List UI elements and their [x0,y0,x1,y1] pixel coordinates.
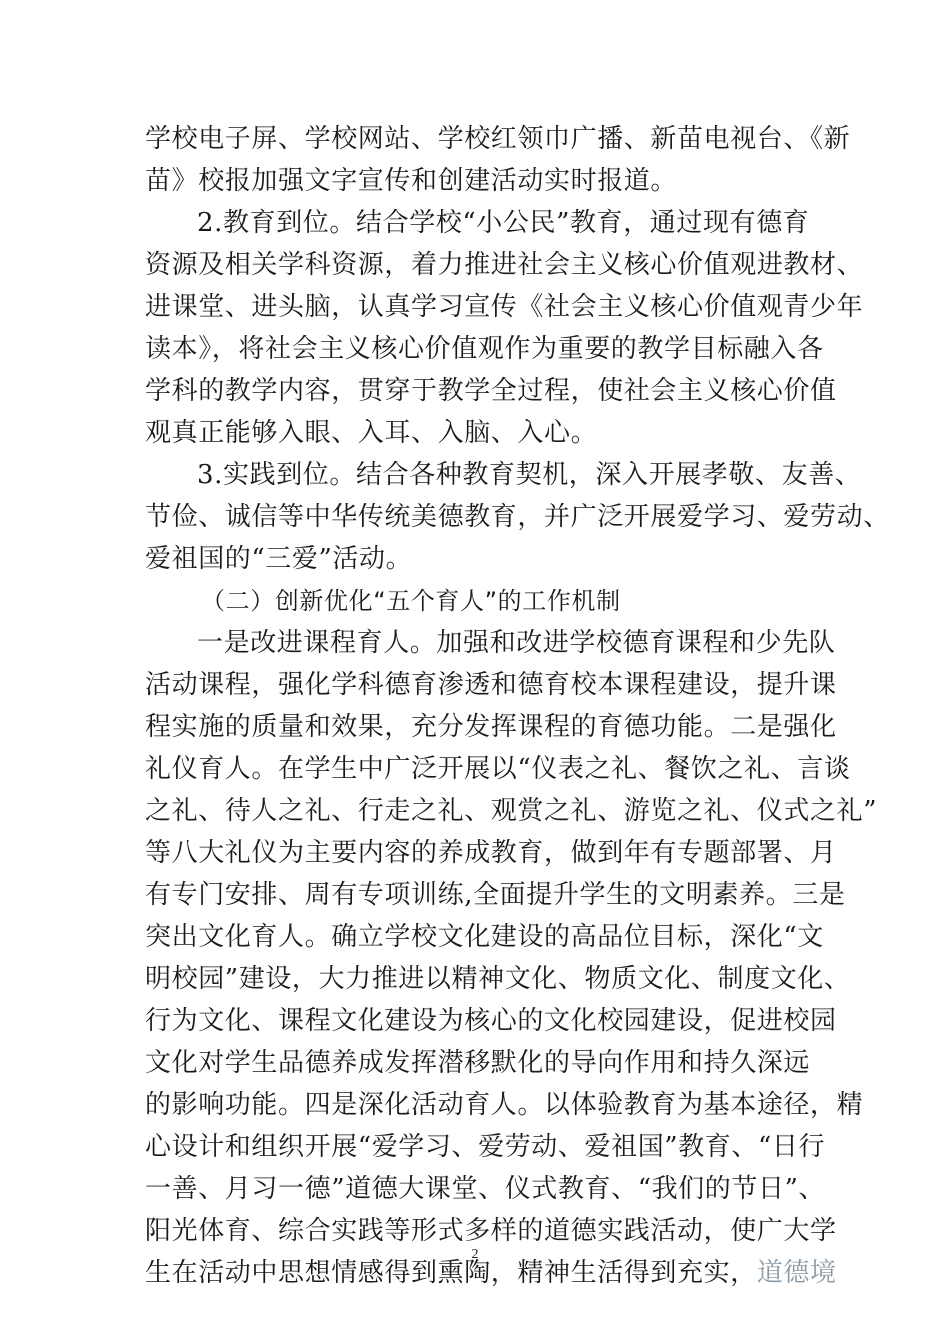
text-line: 突出文化育人。确立学校文化建设的高品位目标，深化“文 [145,922,824,952]
text-line: 文化对学生品德养成发挥潜移默化的导向作用和持久深远 [145,1048,811,1078]
text-line: 心设计和组织开展“爱学习、爱劳动、爱祖国”教育、“日行 [145,1132,826,1162]
text-line: 程实施的质量和效果，充分发挥课程的育德功能。二是强化 [145,712,837,742]
text-line: 之礼、待人之礼、行走之礼、观赏之礼、游览之礼、仪式之礼” [145,796,878,826]
text-line: 有专门安排、周有专项训练,全面提升学生的文明素养。三是 [145,880,846,910]
text-line: 进课堂、进头脑，认真学习宣传《社会主义核心价值观青少年 [145,292,864,322]
text-line: 学校电子屏、学校网站、学校红领巾广播、新苗电视台、《新 [145,124,851,154]
text-line: 的影响功能。四是深化活动育人。以体验教育为基本途径，精 [145,1090,864,1120]
text-line: 阳光体育、综合实践等形式多样的道德实践活动，使广大学 [145,1216,837,1246]
text-line: 等八大礼仪为主要内容的养成教育，做到年有专题部署、月 [145,838,837,868]
last-line-text: 生在活动中思想情感得到熏陶，精神生活得到充实， [145,1258,757,1288]
body-text [145,118,890,1294]
text-line: 学科的教学内容，贯穿于教学全过程，使社会主义核心价值 [145,376,837,406]
text-line: 明校园”建设，大力推进以精神文化、物质文化、制度文化、 [145,964,851,994]
section-heading: （二）创新优化“五个育人”的工作机制 [201,587,621,615]
text-line: 活动课程，强化学科德育渗透和德育校本课程建设，提升课 [145,670,837,700]
text-line: 2.教育到位。结合学校“小公民”教育，通过现有德育 [197,208,810,238]
text-line: 资源及相关学科资源，着力推进社会主义核心价值观进教材、 [145,250,864,280]
text-line: 爱祖国的“三爱”活动。 [145,544,413,574]
text-line: 礼仪育人。在学生中广泛开展以“仪表之礼、餐饮之礼、言谈 [145,754,851,784]
page-number: 2 [471,1247,479,1262]
text-line: 行为文化、课程文化建设为核心的文化校园建设，促进校园 [145,1006,837,1036]
text-line: 一是改进课程育人。加强和改进学校德育课程和少先队 [197,628,836,658]
faded-text-tail: 道德境 [756,1258,837,1288]
text-line: 读本》，将社会主义核心价值观作为重要的教学目标融入各 [145,334,824,364]
text-line: 苗》校报加强文字宣传和创建活动实时报道。 [145,166,678,196]
text-line: 节俭、诚信等中华传统美德教育，并广泛开展爱学习、爱劳动、 [145,502,890,532]
text-line: 一善、月习一德”道德大课堂、仪式教育、“我们的节日”、 [145,1174,826,1204]
text-line: 观真正能够入眼、入耳、入脑、入心。 [145,418,598,448]
text-line: 3.实践到位。结合各种教育契机，深入开展孝敬、友善、 [197,460,862,490]
